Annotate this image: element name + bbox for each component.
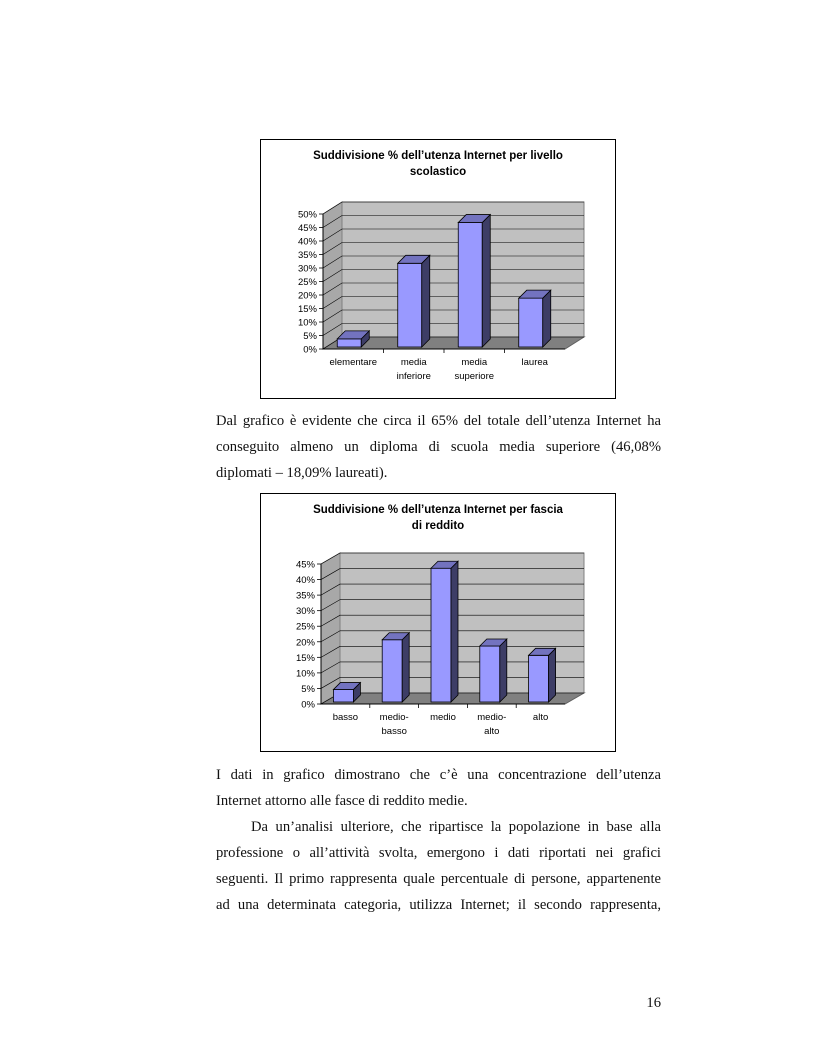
bar: [480, 639, 507, 702]
paragraph-education-summary: [216, 408, 661, 486]
y-tick-label: 35%: [297, 250, 317, 261]
x-tick-label: media: [400, 357, 427, 368]
y-tick-label: 15%: [295, 652, 315, 664]
bar-side: [543, 290, 551, 347]
education-chart-plot: [261, 140, 615, 398]
bar-front: [529, 655, 549, 702]
y-tick-label: 25%: [295, 621, 315, 633]
x-tick-label: alto: [484, 726, 500, 737]
bar-front: [519, 298, 543, 347]
bar: [398, 255, 430, 347]
bar-side: [422, 255, 430, 347]
x-tick-label: medio: [430, 712, 456, 723]
education-chart: [260, 139, 616, 399]
page-number: 16: [646, 995, 661, 1011]
bar-side: [482, 215, 490, 347]
text-line: seguenti. Il primo rappresenta quale percentuale di persone, appartenente: [216, 871, 661, 887]
y-tick-label: 30%: [297, 263, 317, 275]
bar: [382, 633, 409, 702]
text-line: conseguito almeno un diploma di scuola media superiore (46,08%: [216, 439, 661, 455]
bar-front: [431, 568, 451, 702]
y-tick-label: 50%: [297, 209, 317, 221]
text-line: Dal grafico è evidente che circa il 65% del totale dell’utenza Internet ha: [216, 413, 661, 429]
paragraph-income-summary: [216, 762, 661, 814]
text-line: diplomati – 18,09% laureati).: [216, 465, 388, 481]
bar-front: [458, 223, 482, 347]
chart-title-line: Suddivisione % dell’utenza Internet per fascia: [313, 504, 563, 516]
bar-front: [337, 339, 361, 347]
paragraph-profession-analysis: [216, 814, 661, 918]
bar: [529, 648, 556, 702]
chart-title-line: di reddito: [411, 520, 465, 532]
y-tick-label: 20%: [297, 290, 317, 302]
y-tick-label: 0%: [303, 344, 317, 356]
y-tick-label: 0%: [301, 699, 315, 711]
bar-front: [333, 690, 353, 702]
x-tick-label: basso: [332, 712, 359, 723]
x-tick-label: elementare: [329, 357, 378, 368]
income-chart-plot: [261, 494, 615, 751]
x-tick-label: laurea: [521, 357, 548, 368]
x-tick-label: medio-: [477, 712, 507, 723]
x-tick-label: medio-: [379, 712, 409, 723]
chart-title-line: Suddivisione % dell’utenza Internet per livello: [313, 150, 563, 162]
text-line: Da un’analisi ulteriore, che ripartisce la popolazione in base alla: [251, 819, 661, 835]
x-tick-label: media: [461, 357, 488, 368]
bar-front: [480, 646, 500, 702]
x-tick-label: basso: [381, 726, 407, 737]
y-tick-label: 10%: [295, 668, 315, 680]
x-tick-label: inferiore: [396, 371, 431, 382]
chart-title-line: scolastico: [409, 166, 467, 178]
text-line: Internet attorno alle fasce di reddito medie.: [216, 793, 468, 809]
text-line: professione o all’attività svolta, emergono i dati riportati nei grafici: [216, 845, 661, 861]
bar: [431, 561, 458, 702]
y-tick-label: 5%: [301, 683, 315, 695]
y-tick-label: 45%: [297, 223, 317, 234]
y-tick-label: 40%: [295, 575, 315, 587]
bar-side: [549, 648, 556, 702]
text-line: I dati in grafico dimostrano che c’è una concentrazione dell’utenza: [216, 767, 661, 783]
bar-side: [451, 561, 458, 702]
y-tick-label: 40%: [297, 236, 317, 248]
bar-side: [500, 639, 507, 702]
y-tick-label: 30%: [295, 606, 315, 618]
y-tick-label: 35%: [295, 590, 315, 602]
y-tick-label: 10%: [297, 317, 317, 329]
y-tick-label: 25%: [297, 277, 317, 288]
y-tick-label: 5%: [303, 331, 317, 342]
y-tick-label: 20%: [295, 637, 315, 649]
bar: [333, 683, 360, 702]
y-tick-label: 15%: [297, 304, 317, 315]
x-tick-label: alto: [532, 712, 549, 723]
text-line: ad una determinata categoria, utilizza Internet; il secondo rappresenta,: [216, 897, 661, 913]
bar-side: [402, 633, 409, 702]
bar: [519, 290, 551, 347]
bar-front: [398, 263, 422, 347]
bar-front: [382, 640, 402, 702]
y-tick-label: 45%: [295, 559, 315, 571]
bar: [458, 215, 490, 347]
x-tick-label: superiore: [454, 371, 495, 382]
side-wall: [321, 553, 340, 704]
income-chart: [260, 493, 616, 752]
